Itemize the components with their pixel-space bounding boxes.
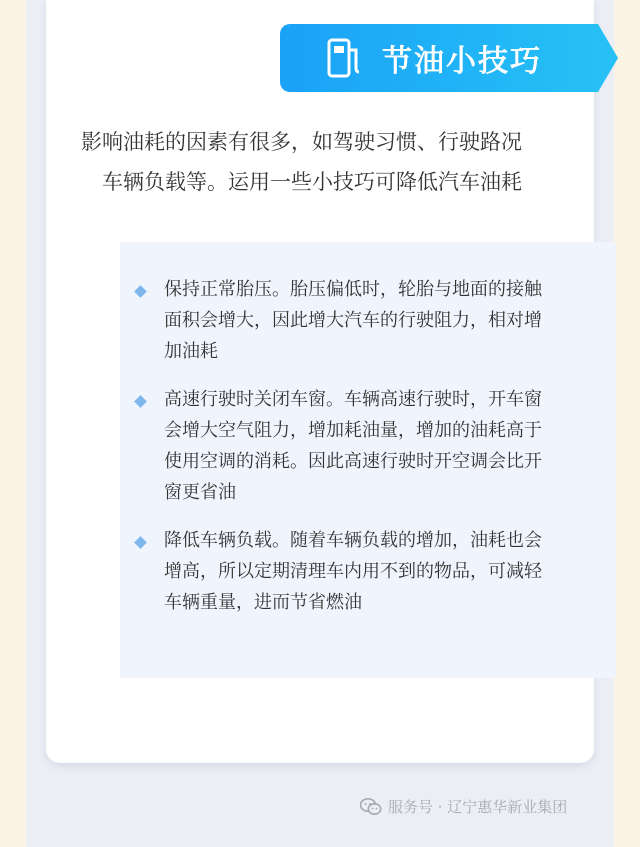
bullet-diamond-icon	[134, 285, 147, 298]
fuel-pump-icon	[324, 36, 364, 80]
tip-line: 使用空调的消耗。因此高速行驶时开空调会比开	[164, 451, 542, 472]
tip-line: 降低车辆负载。随着车辆负载的增加，油耗也会	[164, 530, 542, 551]
source-watermark	[360, 796, 567, 817]
tip-line: 车辆重量，进而节省燃油	[164, 592, 362, 613]
section-title-banner	[280, 24, 598, 92]
bullet-diamond-icon	[134, 395, 147, 408]
tip-text	[164, 274, 542, 367]
section-title: 节油小技巧	[382, 44, 542, 79]
intro-line: 影响油耗的因素有很多，如驾驶习惯、行驶路况	[81, 130, 522, 154]
tip-item	[134, 384, 594, 508]
watermark-text: 服务号 · 辽宁惠华新业集团	[388, 798, 568, 816]
intro-paragraph	[22, 122, 522, 202]
tip-line: 面积会增大，因此增大汽车的行驶阻力，相对增	[164, 310, 542, 331]
tip-line: 增高，所以定期清理车内用不到的物品，可减轻	[164, 561, 542, 582]
tip-text	[164, 525, 542, 618]
tip-line: 加油耗	[164, 341, 218, 362]
tip-item	[134, 274, 594, 367]
tips-box	[120, 242, 616, 678]
tip-line: 保持正常胎压。胎压偏低时，轮胎与地面的接触	[164, 279, 542, 300]
tip-line: 窗更省油	[164, 482, 236, 503]
tip-line: 会增大空气阻力，增加耗油量，增加的油耗高于	[164, 420, 542, 441]
intro-line: 车辆负载等。运用一些小技巧可降低汽车油耗	[102, 170, 522, 194]
wechat-icon	[360, 798, 382, 816]
tip-line: 高速行驶时关闭车窗。车辆高速行驶时，开车窗	[164, 389, 542, 410]
tip-text	[164, 384, 542, 508]
tip-item	[134, 525, 594, 618]
bullet-diamond-icon	[134, 536, 147, 549]
content-card	[46, 0, 594, 763]
